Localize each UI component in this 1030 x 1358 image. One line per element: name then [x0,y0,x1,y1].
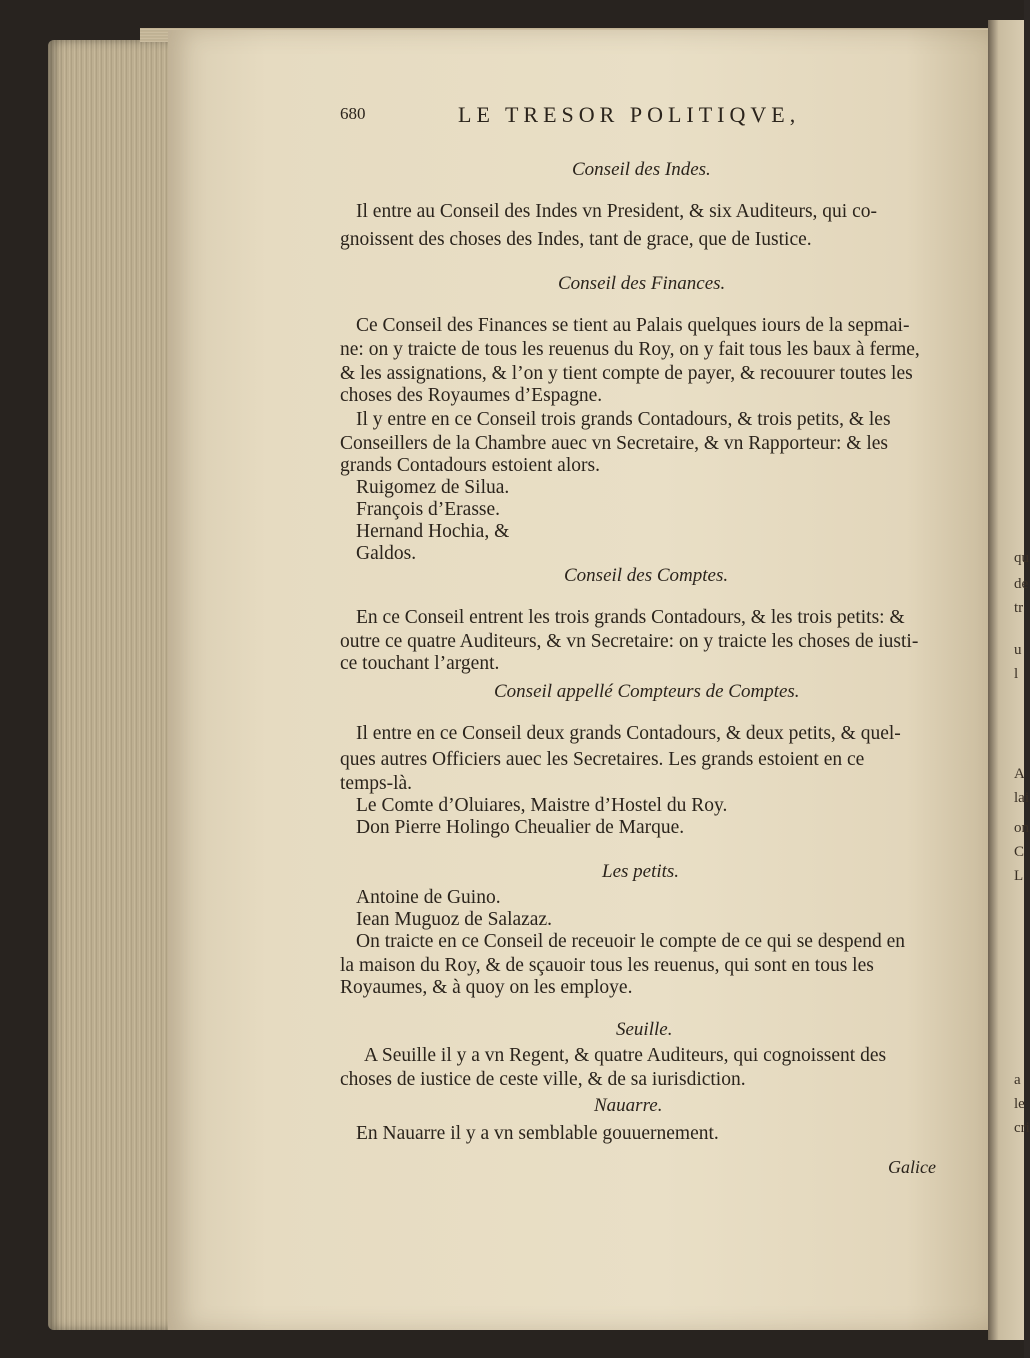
text-line: ce touchant l’argent. [340,653,500,674]
section-heading: Les petits. [602,861,680,882]
catchword: Galice [888,1157,936,1177]
facing-page-fragment: de [1014,576,1029,592]
facing-page-fragment: on [1014,820,1029,836]
facing-page-fragment: A [1014,766,1025,782]
section-heading: Conseil appellé Compteurs de Comptes. [494,681,800,702]
name-line: Iean Muguoz de Salazaz. [356,909,552,930]
text-line: grands Contadours estoient alors. [340,455,600,476]
section-heading: Conseil des Indes. [572,159,711,180]
facing-page-fragment: cri [1014,1120,1030,1136]
name-line: François d’Erasse. [356,499,501,520]
text-line: On traicte en ce Conseil de receuoir le compte de ce qui se despend en [356,931,906,952]
section-heading: Seuille. [616,1019,673,1040]
name-line: Don Pierre Holingo Cheualier de Marque. [356,817,685,838]
facing-page-fragment: L [1014,868,1024,884]
text-line: Ce Conseil des Finances se tient au Palais quelques iours de la sepmai- [356,315,910,336]
facing-page-fragment: tr [1014,600,1024,616]
facing-page-fragment: qu [1014,550,1029,566]
text-line: Il entre au Conseil des Indes vn President, & six Auditeurs, qui co- [356,201,877,222]
text-line: gnoissent des choses des Indes, tant de grace, que de Iustice. [340,229,812,250]
text-line: ques autres Officiers auec les Secretaires. Les grands estoient en ce [340,749,865,770]
name-line: Le Comte d’Oluiares, Maistre d’Hostel du Roy. [356,795,728,816]
facing-page-fragment: u [1014,642,1022,658]
section-heading: Conseil des Finances. [558,273,726,294]
page-number: 680 [340,104,366,123]
name-line: Galdos. [356,543,417,564]
facing-page-fragment: le [1014,1096,1025,1112]
text-line: la maison du Roy, & de sçauoir tous les reuenus, qui sont en tous les [340,955,874,976]
text-line: Il y entre en ce Conseil trois grands Contadours, & trois petits, & les [356,409,891,430]
text-line: Il entre en ce Conseil deux grands Contadours, & deux petits, & quel- [356,723,901,744]
name-line: Hernand Hochia, & [356,521,510,542]
text-line: choses des Royaumes d’Espagne. [340,385,603,406]
text-line: En Nauarre il y a vn semblable gouuernement. [356,1123,719,1144]
text-line: Royaumes, & à quoy on les employe. [340,977,633,998]
text-line: temps-là. [340,773,413,794]
section-heading: Conseil des Comptes. [564,565,729,586]
name-line: Ruigomez de Silua. [356,477,510,498]
facing-page-fragment: a [1014,1072,1021,1088]
section-heading: Nauarre. [594,1095,663,1116]
text-line: choses de iustice de ceste ville, & de sa iurisdiction. [340,1069,746,1090]
running-head: LE TRESOR POLITIQVE, [458,102,801,127]
facing-page-sliver [988,20,1030,1340]
text-line: & les assignations, & l’on y tient compte de payer, & recouurer toutes les [340,363,913,384]
facing-page-fragment: l [1014,666,1019,682]
facing-page-fragment: C [1014,844,1025,860]
facing-page-fragment: lai [1014,790,1029,806]
text-line: A Seuille il y a vn Regent, & quatre Auditeurs, qui cognoissent des [364,1045,887,1066]
text-line: outre ce quatre Auditeurs, & vn Secretaire: on y traicte les choses de iusti- [340,631,919,652]
name-line: Antoine de Guino. [356,887,501,908]
text-line: ne: on y traicte de tous les reuenus du Roy, on y fait tous les baux à ferme, [340,339,920,360]
text-line: Conseillers de la Chambre auec vn Secretaire, & vn Rapporteur: & les [340,433,888,454]
text-line: En ce Conseil entrent les trois grands Contadours, & les trois petits: & [356,607,905,628]
book-fore-edge [48,40,178,1330]
